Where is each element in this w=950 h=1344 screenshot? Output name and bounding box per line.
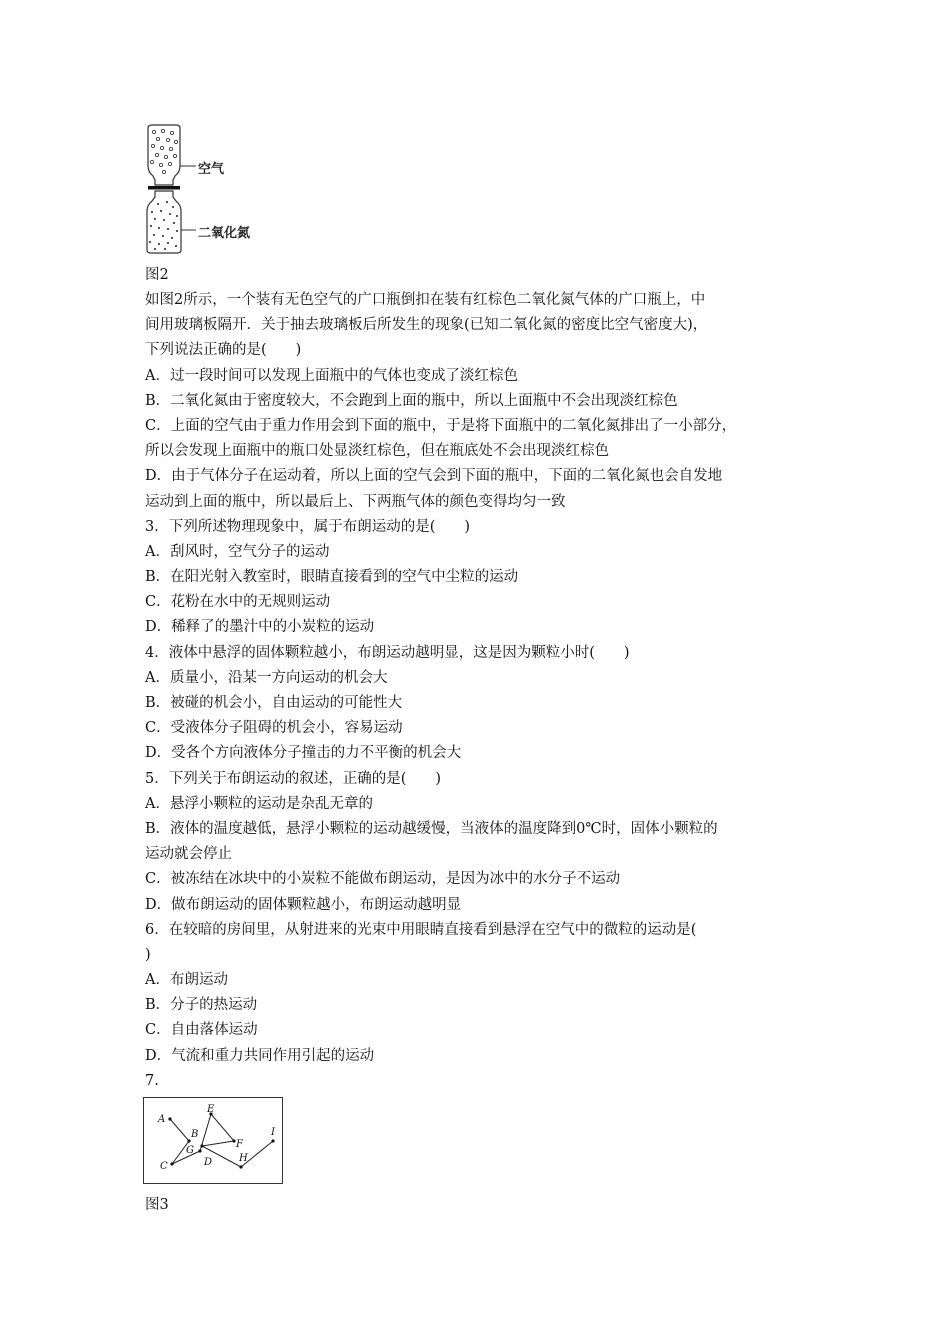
question-6	[145, 918, 815, 1069]
brownian-path-diagram	[143, 1097, 283, 1184]
label-g: G	[186, 1145, 194, 1156]
option-a: A．刮风时，空气分子的运动	[145, 543, 330, 560]
option-c: C．上面的空气由于重力作用会到下面的瓶中，于是将下面瓶中的二氧化氮排出了一小部分，	[145, 417, 737, 434]
option-d: D．稀释了的墨汁中的小炭粒的运动	[145, 619, 375, 636]
label-c: C	[160, 1161, 168, 1172]
point-d	[200, 1144, 203, 1147]
question-stem-line: 3．下列所述物理现象中，属于布朗运动的是( )	[145, 518, 471, 535]
question-stem-line: 下列说法正确的是( )	[145, 342, 302, 359]
question-5	[145, 767, 815, 918]
question-stem-line: )	[145, 946, 151, 963]
lower-jar	[147, 191, 181, 253]
option-a: A．质量小，沿某一方向运动的机会大	[145, 669, 388, 686]
question-number: 7.	[145, 1072, 159, 1089]
option-c: C．受液体分子阻碍的机会小，容易运动	[145, 720, 403, 737]
question-stem-line: 间用玻璃板隔开．关于抽去玻璃板后所发生的现象(已知二氧化氮的密度比空气密度大)，	[145, 317, 708, 334]
figure-2-caption: 图2	[145, 267, 169, 283]
question-stem-line: 5．下列关于布朗运动的叙述，正确的是( )	[145, 770, 442, 787]
option-c-continued: 所以会发现上面瓶中的瓶口处显淡红棕色，但在瓶底处不会出现淡红棕色	[145, 443, 609, 460]
no2-label: 二氧化氮	[198, 226, 251, 241]
option-b: B．被碰的机会小，自由运动的可能性大	[145, 695, 403, 711]
point-a	[168, 1117, 171, 1120]
air-label: 空气	[198, 162, 225, 177]
label-h: H	[239, 1153, 248, 1164]
option-a: A．过一段时间可以发现上面瓶中的气体也变成了淡红棕色	[145, 367, 518, 384]
label-e: E	[207, 1104, 215, 1115]
option-a: A．悬浮小颗粒的运动是杂乱无章的	[145, 795, 373, 812]
point-h	[239, 1165, 242, 1168]
label-b: B	[191, 1129, 199, 1140]
glass-plate	[148, 186, 180, 190]
label-d: D	[204, 1157, 213, 1168]
option-d: D．受各个方向液体分子撞击的力不平衡的机会大	[145, 745, 462, 762]
question-2	[145, 288, 815, 515]
option-d: D．由于气体分子在运动着，所以上面的空气会到下面的瓶中，下面的二氧化氮也会自发地	[145, 468, 723, 485]
option-b: B．二氧化氮由于密度较大，不会跑到上面的瓶中，所以上面瓶中不会出现淡红棕色	[145, 392, 678, 409]
option-b-continued: 运动就会停止	[145, 846, 232, 863]
question-4	[145, 641, 815, 767]
question-7	[145, 1069, 815, 1094]
figure-3-caption: 图3	[145, 1197, 169, 1213]
option-c: C．被冻结在冰块中的小炭粒不能做布朗运动，是因为冰中的水分子不运动	[145, 871, 621, 888]
label-i: I	[271, 1127, 275, 1138]
jars-diagram	[140, 122, 260, 262]
question-stem-line: 如图2所示，一个装有无色空气的广口瓶倒扣在装有红棕色二氧化氮气体的广口瓶上，中	[145, 292, 706, 308]
option-d: D．气流和重力共同作用引起的运动	[145, 1047, 375, 1064]
question-stem-line: 4．液体中悬浮的固体颗粒越小，布朗运动越明显，这是因为颗粒小时( )	[145, 644, 630, 661]
label-a: A	[158, 1114, 166, 1125]
option-b: B．分子的热运动	[145, 997, 258, 1014]
point-c	[170, 1162, 173, 1165]
question-stem-line: 6．在较暗的房间里，从射进来的光束中用眼睛直接看到悬浮在空气中的微粒的运动是(	[145, 921, 697, 938]
point-i	[271, 1139, 274, 1142]
option-c: C．花粉在水中的无规则运动	[145, 594, 331, 611]
upper-jar	[148, 125, 180, 185]
point-g	[198, 1149, 201, 1152]
question-text	[145, 288, 815, 1094]
option-b: B．液体的温度越低，悬浮小颗粒的运动越缓慢，当液体的温度降到0℃时，固体小颗粒的	[145, 820, 718, 837]
option-a: A．布朗运动	[145, 972, 228, 989]
figure-3-brownian-path	[143, 1097, 283, 1184]
option-c: C．自由落体运动	[145, 1022, 258, 1039]
option-b: B．在阳光射入教室时，眼睛直接看到的空气中尘粒的运动	[145, 569, 519, 586]
option-d: D．做布朗运动的固体颗粒越小，布朗运动越明显	[145, 896, 462, 913]
label-f: F	[236, 1139, 243, 1150]
option-d-continued: 运动到上面的瓶中，所以最后上、下两瓶气体的颜色变得均匀一致	[145, 493, 566, 510]
question-3	[145, 515, 815, 641]
figure-2-jars	[140, 122, 260, 262]
